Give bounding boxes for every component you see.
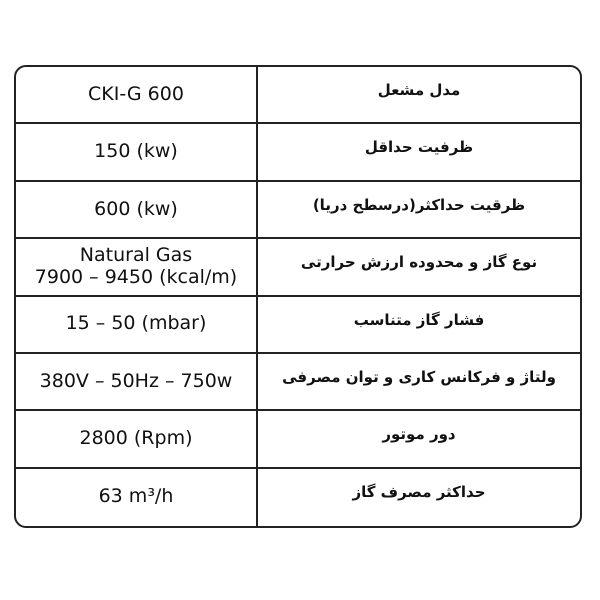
label-text: ظرفیت حداقل <box>364 138 474 157</box>
label-text: مدل مشعل <box>377 81 461 99</box>
label-cell-max-gas-consumption <box>258 469 580 526</box>
label-text: ولتاژ و فرکانس کاری و توان مصرفی <box>282 367 556 386</box>
value-text-line-2: 7900 – 9450 (kcal/m) <box>34 265 238 288</box>
value-text: 380V – 50Hz – 750w <box>39 369 233 392</box>
label-cell-max-capacity <box>258 182 580 239</box>
value-cell-electrical <box>16 354 258 411</box>
value-cell-gas-pressure <box>16 297 258 354</box>
label-cell-burner-model <box>258 67 580 124</box>
label-text: حداکثر مصرف گاز <box>352 482 486 501</box>
value-text: 15 – 50 (mbar) <box>65 312 207 335</box>
label-cell-gas-pressure <box>258 297 580 354</box>
value-text: 600 (kw) <box>94 197 178 220</box>
value-cell-burner-model <box>16 67 258 124</box>
label-cell-min-capacity <box>258 124 580 181</box>
label-cell-gas-type <box>258 239 580 296</box>
spec-table <box>14 65 582 528</box>
label-cell-electrical <box>258 354 580 411</box>
value-cell-gas-type <box>16 239 258 296</box>
value-text: CKI-G 600 <box>88 82 184 105</box>
value-cell-motor-speed <box>16 411 258 468</box>
label-text: نوع گاز و محدوده ارزش حرارتی <box>300 253 538 272</box>
value-cell-max-gas-consumption <box>16 469 258 526</box>
label-cell-motor-speed <box>258 411 580 468</box>
value-cell-max-capacity <box>16 182 258 239</box>
value-text-line-1: Natural Gas <box>79 243 193 266</box>
value-text: 2800 (Rpm) <box>79 427 193 450</box>
label-text: دور موتور <box>382 425 456 444</box>
value-text: 150 (kw) <box>94 140 178 163</box>
value-cell-min-capacity <box>16 124 258 181</box>
label-text: فشار گاز متناسب <box>353 310 485 329</box>
label-text: ظرقیت حداکثر(درسطح دریا) <box>312 195 526 214</box>
value-text: 63 m³/h <box>98 485 174 508</box>
